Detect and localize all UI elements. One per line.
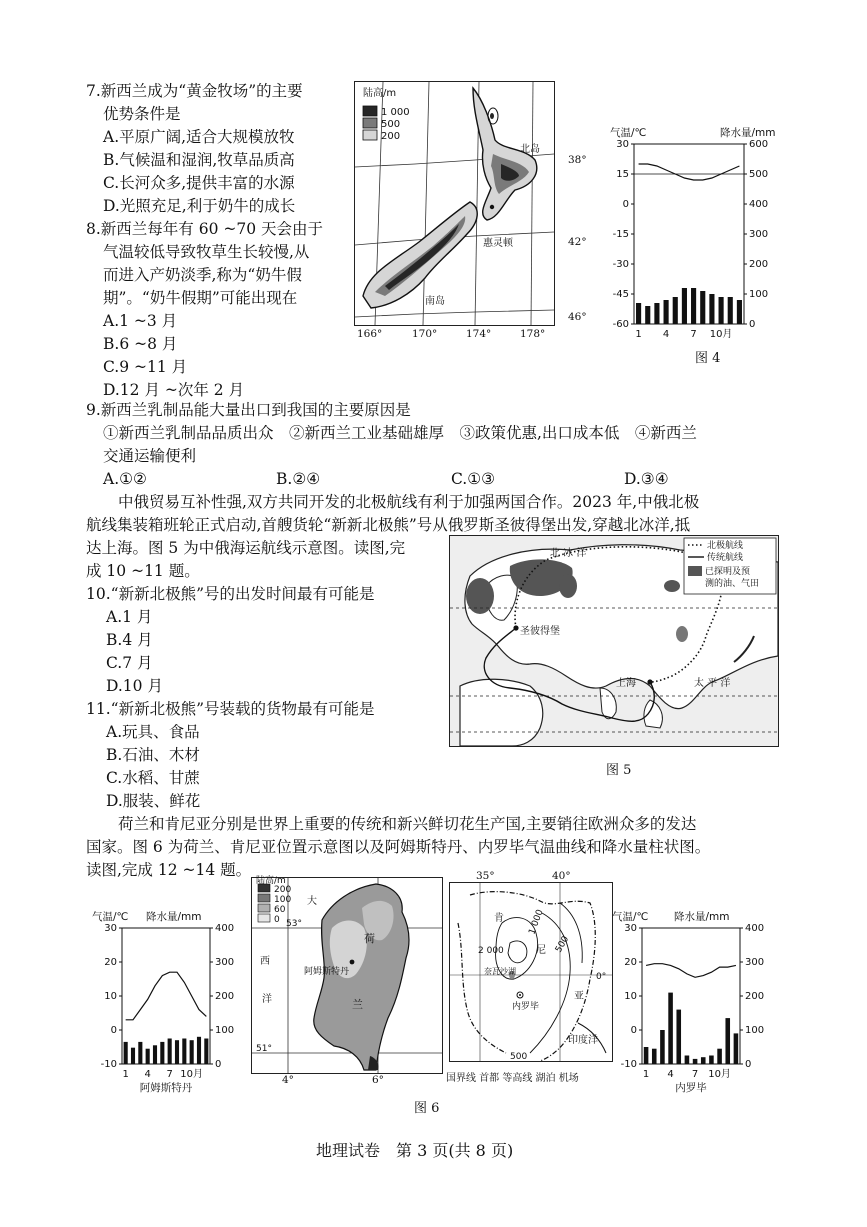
month-tick-label: 7 — [691, 1069, 699, 1080]
intro5-line3: 达上海。图 5 为中俄海运航线示意图。读图,完 — [86, 539, 406, 557]
temp-axis-title: 气温/℃ — [612, 911, 649, 923]
month-tick-label: 7 — [166, 1069, 173, 1080]
precip-tick-label: 200 — [745, 991, 765, 1002]
precip-bar-month-7 — [693, 1059, 698, 1064]
q11-option-b[interactable]: B.石油、木材 — [106, 746, 200, 764]
temp-tick-label: 20 — [624, 957, 637, 968]
atlantic-label-3: 洋 — [262, 994, 272, 1005]
nl-legend-60: 60 — [274, 905, 286, 915]
legend-swatch-500 — [363, 118, 377, 128]
legend-arctic-route: 北极航线 — [707, 541, 744, 551]
q7-option-b[interactable]: B.气候温和湿润,牧草品质高 — [103, 151, 295, 169]
precip-tick-label: 200 — [749, 259, 769, 270]
nl-lon-6: 6° — [372, 1074, 384, 1086]
fig4-nz-map — [354, 81, 555, 326]
q11-stem: 11.“新新北极熊”号装载的货物最有可能是 — [86, 700, 375, 718]
temp-tick-label: 30 — [104, 923, 117, 934]
precip-bar-month-6 — [160, 1042, 164, 1064]
precip-bar-month-12 — [204, 1039, 208, 1065]
fig4-caption: 图 4 — [695, 351, 721, 366]
wellington-capital-icon — [490, 205, 494, 209]
q7-option-c[interactable]: C.长河众多,提供丰富的水源 — [103, 174, 295, 192]
south-island-label: 南岛 — [425, 296, 445, 307]
contour-2000-label: 2 000 — [478, 946, 504, 956]
q9-option-c[interactable]: C.①③ — [451, 470, 496, 488]
temp-tick-label: 0 — [110, 1025, 117, 1036]
q8-stem-3: 而进入产奶淡季,称为“奶牛假 — [103, 266, 302, 284]
route-map-graphic — [450, 536, 778, 746]
st-petersburg-label: 圣彼得堡 — [520, 626, 560, 637]
precip-bar-month-1 — [124, 1042, 128, 1064]
plot-frame — [642, 928, 740, 1064]
q11-option-d[interactable]: D.服装、鲜花 — [106, 792, 201, 810]
precip-bar-month-6 — [682, 288, 687, 324]
precip-bar-month-8 — [700, 291, 705, 324]
q7-option-d[interactable]: D.光照充足,利于奶牛的成长 — [103, 197, 296, 215]
kenya-label-3: 亚 — [574, 991, 584, 1002]
precip-bar-month-11 — [197, 1037, 201, 1064]
intro5-line2: 航线集装箱班轮正式启动,首艘货轮“新新北极熊”号从俄罗斯圣彼得堡出发,穿越北冰洋,抵 — [86, 516, 691, 534]
precip-bar-month-4 — [146, 1049, 150, 1064]
precip-tick-label: 0 — [745, 1059, 752, 1070]
month-tick-label: 4 — [667, 1069, 674, 1080]
q7-option-a[interactable]: A.平原广阔,适合大规模放牧 — [103, 128, 295, 146]
temp-tick-label: 30 — [624, 923, 637, 934]
precip-bar-month-10 — [719, 297, 724, 324]
temp-tick-label: -30 — [612, 259, 629, 270]
month-tick-label: 10月 — [709, 329, 733, 340]
q9-option-a[interactable]: A.①② — [103, 470, 147, 488]
nl-legend-100: 100 — [274, 895, 292, 905]
nz-lon-170: 170° — [412, 328, 438, 340]
precip-tick-label: 100 — [215, 1025, 235, 1036]
arctic-ocean-label: 北 冰 洋 — [550, 548, 587, 559]
precip-bar-month-3 — [660, 1030, 665, 1064]
precip-bar-month-5 — [676, 1010, 681, 1064]
legend-oil-gas-2: 测的油、气田 — [705, 579, 760, 589]
fig6-caption: 图 6 — [414, 1101, 440, 1116]
intro6-line3: 读图,完成 12 ~14 题。 — [86, 861, 252, 879]
precip-bar-month-5 — [153, 1045, 157, 1064]
nz-lon-174: 174° — [466, 328, 492, 340]
q9-statements-cont: 交通运输便利 — [103, 447, 197, 465]
shanghai-city-icon — [647, 679, 652, 684]
month-tick-label: 4 — [144, 1069, 151, 1080]
nl-lat-51: 51° — [256, 1044, 272, 1054]
q9-stem: 9.新西兰乳制品能大量出口到我国的主要原因是 — [86, 401, 411, 419]
plot-frame — [122, 928, 210, 1064]
q10-option-b[interactable]: B.4 月 — [106, 631, 153, 649]
nz-lat-38: 38° — [568, 154, 587, 166]
amsterdam-climate-chart — [90, 904, 250, 1094]
nl-legend-200: 200 — [274, 885, 292, 895]
netherlands-map — [251, 877, 443, 1074]
station-name: 阿姆斯特丹 — [139, 1082, 193, 1094]
month-tick-label: 10月 — [708, 1069, 731, 1080]
nairobi-climate-chart — [612, 904, 777, 1094]
precip-bar-month-5 — [673, 297, 678, 324]
precip-tick-label: 300 — [745, 957, 765, 968]
q10-stem: 10.“新新北极熊”号的出发时间最有可能是 — [86, 585, 375, 603]
nl-lon-4: 4° — [282, 1074, 294, 1086]
q8-option-a[interactable]: A.1 ~3 月 — [103, 312, 178, 330]
precip-bar-month-2 — [652, 1049, 657, 1064]
precip-bar-month-9 — [182, 1039, 186, 1065]
precip-tick-label: 100 — [745, 1025, 765, 1036]
nairobi-label: 内罗毕 — [512, 1002, 540, 1012]
precip-axis-title: 降水量/mm — [146, 911, 202, 923]
precip-bar-month-11 — [725, 1018, 730, 1064]
precip-bar-month-4 — [664, 300, 669, 324]
precip-tick-label: 500 — [749, 169, 769, 180]
nl-legend-0: 0 — [274, 915, 280, 925]
precip-bar-month-7 — [168, 1039, 172, 1065]
fig5-route-map — [449, 535, 779, 747]
netherlands-map-graphic — [252, 878, 442, 1073]
st-petersburg-city-icon — [513, 625, 518, 630]
contour-1000-label: 1 000 — [527, 908, 546, 937]
legend-traditional-route: 传统航线 — [707, 553, 744, 563]
nz-legend-title: 陆高/m — [363, 88, 397, 99]
precip-bar-month-7 — [691, 288, 696, 324]
precip-bar-month-8 — [175, 1040, 179, 1064]
nz-legend-200: 200 — [381, 131, 401, 142]
nz-lat-42: 42° — [568, 236, 587, 248]
precip-tick-label: 300 — [215, 957, 235, 968]
q9-option-b[interactable]: B.②④ — [276, 470, 321, 488]
precip-bar-month-11 — [728, 297, 733, 324]
q8-stem-2: 气温较低导致牧草生长较慢,从 — [103, 243, 310, 261]
precip-bar-month-4 — [668, 993, 673, 1064]
lake-naivasha-label: 奈瓦沙湖 — [484, 967, 516, 976]
contour-500-bottom-label: 500 — [510, 1052, 528, 1062]
temp-tick-label: 0 — [630, 1025, 637, 1036]
q8-option-c[interactable]: C.9 ~11 月 — [103, 358, 188, 376]
netherlands-label-2: 兰 — [352, 998, 363, 1011]
nz-map-graphic — [355, 82, 554, 325]
indian-ocean-label: 印度洋 — [568, 1035, 598, 1046]
legend-swatch-1000 — [363, 106, 377, 116]
temp-tick-label: -45 — [612, 289, 629, 300]
temp-tick-label: 15 — [616, 169, 629, 180]
shanghai-label: 上海 — [616, 678, 636, 689]
precip-tick-label: 300 — [749, 229, 769, 240]
precip-bar-month-10 — [190, 1040, 194, 1064]
precip-bar-month-9 — [709, 294, 714, 324]
kenya-label-1: 肯 — [494, 913, 504, 924]
station-name: 内罗毕 — [675, 1082, 707, 1094]
netherlands-label-1: 荷 — [364, 932, 375, 945]
nl-lat-53: 53° — [286, 919, 302, 929]
month-tick-label: 1 — [642, 1069, 650, 1080]
precip-tick-label: 200 — [215, 991, 235, 1002]
precip-bar-month-3 — [138, 1042, 142, 1064]
temp-tick-label: 0 — [622, 199, 629, 210]
oil-field-north-sea — [466, 578, 494, 614]
month-tick-label: 1 — [635, 329, 642, 340]
atlantic-label-2: 西 — [260, 956, 270, 967]
precip-bar-month-8 — [701, 1057, 706, 1064]
precip-tick-label: 0 — [749, 319, 756, 330]
precip-bar-month-9 — [709, 1056, 714, 1065]
q10-option-a[interactable]: A.1 月 — [106, 608, 153, 626]
q9-statements: ①新西兰乳制品品质出众 ②新西兰工业基础雄厚 ③政策优惠,出口成本低 ④新西兰 — [103, 424, 697, 442]
precip-bar-month-2 — [645, 306, 650, 324]
precip-bar-month-12 — [734, 1033, 739, 1064]
intro6-line1: 荷兰和肯尼亚分别是世界上重要的传统和新兴鲜切花生产国,主要销往欧洲众多的发达 — [118, 815, 697, 833]
temp-tick-label: -10 — [620, 1059, 637, 1070]
nz-lat-46: 46° — [568, 311, 587, 323]
precip-bar-month-12 — [737, 300, 742, 324]
kenya-map-legend: 国界线 首都 等高线 湖泊 机场 — [446, 1073, 579, 1084]
kenya-label-2: 尼 — [536, 945, 546, 956]
kenya-map — [449, 882, 613, 1062]
precip-tick-label: 400 — [745, 923, 765, 934]
kenya-map-graphic — [450, 883, 612, 1061]
temp-axis-title: 气温/℃ — [92, 911, 129, 923]
temp-tick-label: 30 — [616, 139, 629, 150]
precip-tick-label: 100 — [749, 289, 769, 300]
temp-tick-label: 10 — [624, 991, 637, 1002]
precip-tick-label: 600 — [749, 139, 769, 150]
temp-tick-label: -10 — [100, 1059, 117, 1070]
precip-bar-month-2 — [131, 1048, 135, 1064]
nz-lon-166: 166° — [357, 328, 383, 340]
precip-tick-label: 400 — [215, 923, 235, 934]
temp-tick-label: 20 — [104, 957, 117, 968]
q8-stem: 8.新西兰每年有 60 ~70 天会由于 — [86, 220, 324, 238]
q7-stem: 7.新西兰成为“黄金牧场”的主要 — [86, 82, 303, 100]
q11-option-a[interactable]: A.玩具、食品 — [106, 723, 200, 741]
temp-axis-title: 气温/℃ — [610, 127, 647, 139]
precip-bar-month-1 — [644, 1047, 649, 1064]
pacific-ocean-label: 太 平 洋 — [694, 678, 731, 689]
month-tick-label: 7 — [690, 329, 697, 340]
kenya-lon-35: 35° — [476, 870, 495, 882]
legend-swatch-200 — [363, 130, 377, 140]
q10-option-d[interactable]: D.10 月 — [106, 677, 163, 695]
contour-500-label: 500 — [553, 934, 572, 955]
nz-legend-1000: 1 000 — [381, 107, 410, 118]
amsterdam-city-icon — [350, 960, 355, 965]
amsterdam-label: 阿姆斯特丹 — [304, 967, 350, 977]
nz-lon-178: 178° — [520, 328, 546, 340]
equator-label: 0° — [596, 972, 607, 982]
wellington-label: 惠灵顿 — [483, 238, 513, 249]
q7-stem-cont: 优势条件是 — [103, 105, 181, 123]
month-tick-label: 1 — [122, 1069, 129, 1080]
precip-axis-title: 降水量/mm — [720, 127, 776, 139]
precip-bar-month-1 — [636, 303, 641, 324]
temp-tick-label: 10 — [104, 991, 117, 1002]
temp-tick-label: -60 — [612, 319, 629, 330]
north-island-label: 北岛 — [520, 144, 540, 155]
fig5-caption: 图 5 — [606, 763, 632, 778]
precip-tick-label: 400 — [749, 199, 769, 210]
month-tick-label: 10月 — [180, 1069, 204, 1080]
q10-option-c[interactable]: C.7 月 — [106, 654, 153, 672]
page-footer: 地理试卷 第 3 页(共 8 页) — [316, 1141, 514, 1160]
intro6-line2: 国家。图 6 为荷兰、肯尼亚位置示意图以及阿姆斯特丹、内罗毕气温曲线和降水量柱状图。 — [86, 838, 711, 856]
nl-legend-title: 陆高/m — [256, 876, 286, 886]
nz-legend-500: 500 — [381, 119, 401, 130]
q9-option-d[interactable]: D.③④ — [624, 470, 669, 488]
precip-bar-month-10 — [717, 1049, 722, 1064]
intro5-line4: 成 10 ~11 题。 — [86, 562, 200, 580]
temp-tick-label: -15 — [612, 229, 629, 240]
atlantic-label-1: 大 — [307, 896, 317, 907]
precip-bar-month-6 — [685, 1056, 690, 1065]
kenya-lon-40: 40° — [552, 870, 571, 882]
q8-option-b[interactable]: B.6 ~8 月 — [103, 335, 178, 353]
precip-tick-label: 0 — [215, 1059, 222, 1070]
intro5-line1: 中俄贸易互补性强,双方共同开发的北极航线有利于加强两国合作。2023 年,中俄北极 — [118, 493, 700, 511]
legend-oil-gas-1: 已探明及预 — [705, 567, 751, 577]
q8-stem-4: 期”。“奶牛假期”可能出现在 — [103, 289, 298, 307]
fig4-climate-chart — [600, 118, 780, 348]
month-tick-label: 4 — [662, 329, 670, 340]
precip-bar-month-3 — [654, 303, 659, 324]
q8-option-d[interactable]: D.12 月 ~次年 2 月 — [103, 381, 245, 399]
q11-option-c[interactable]: C.水稻、甘蔗 — [106, 769, 200, 787]
precip-axis-title: 降水量/mm — [674, 911, 730, 923]
